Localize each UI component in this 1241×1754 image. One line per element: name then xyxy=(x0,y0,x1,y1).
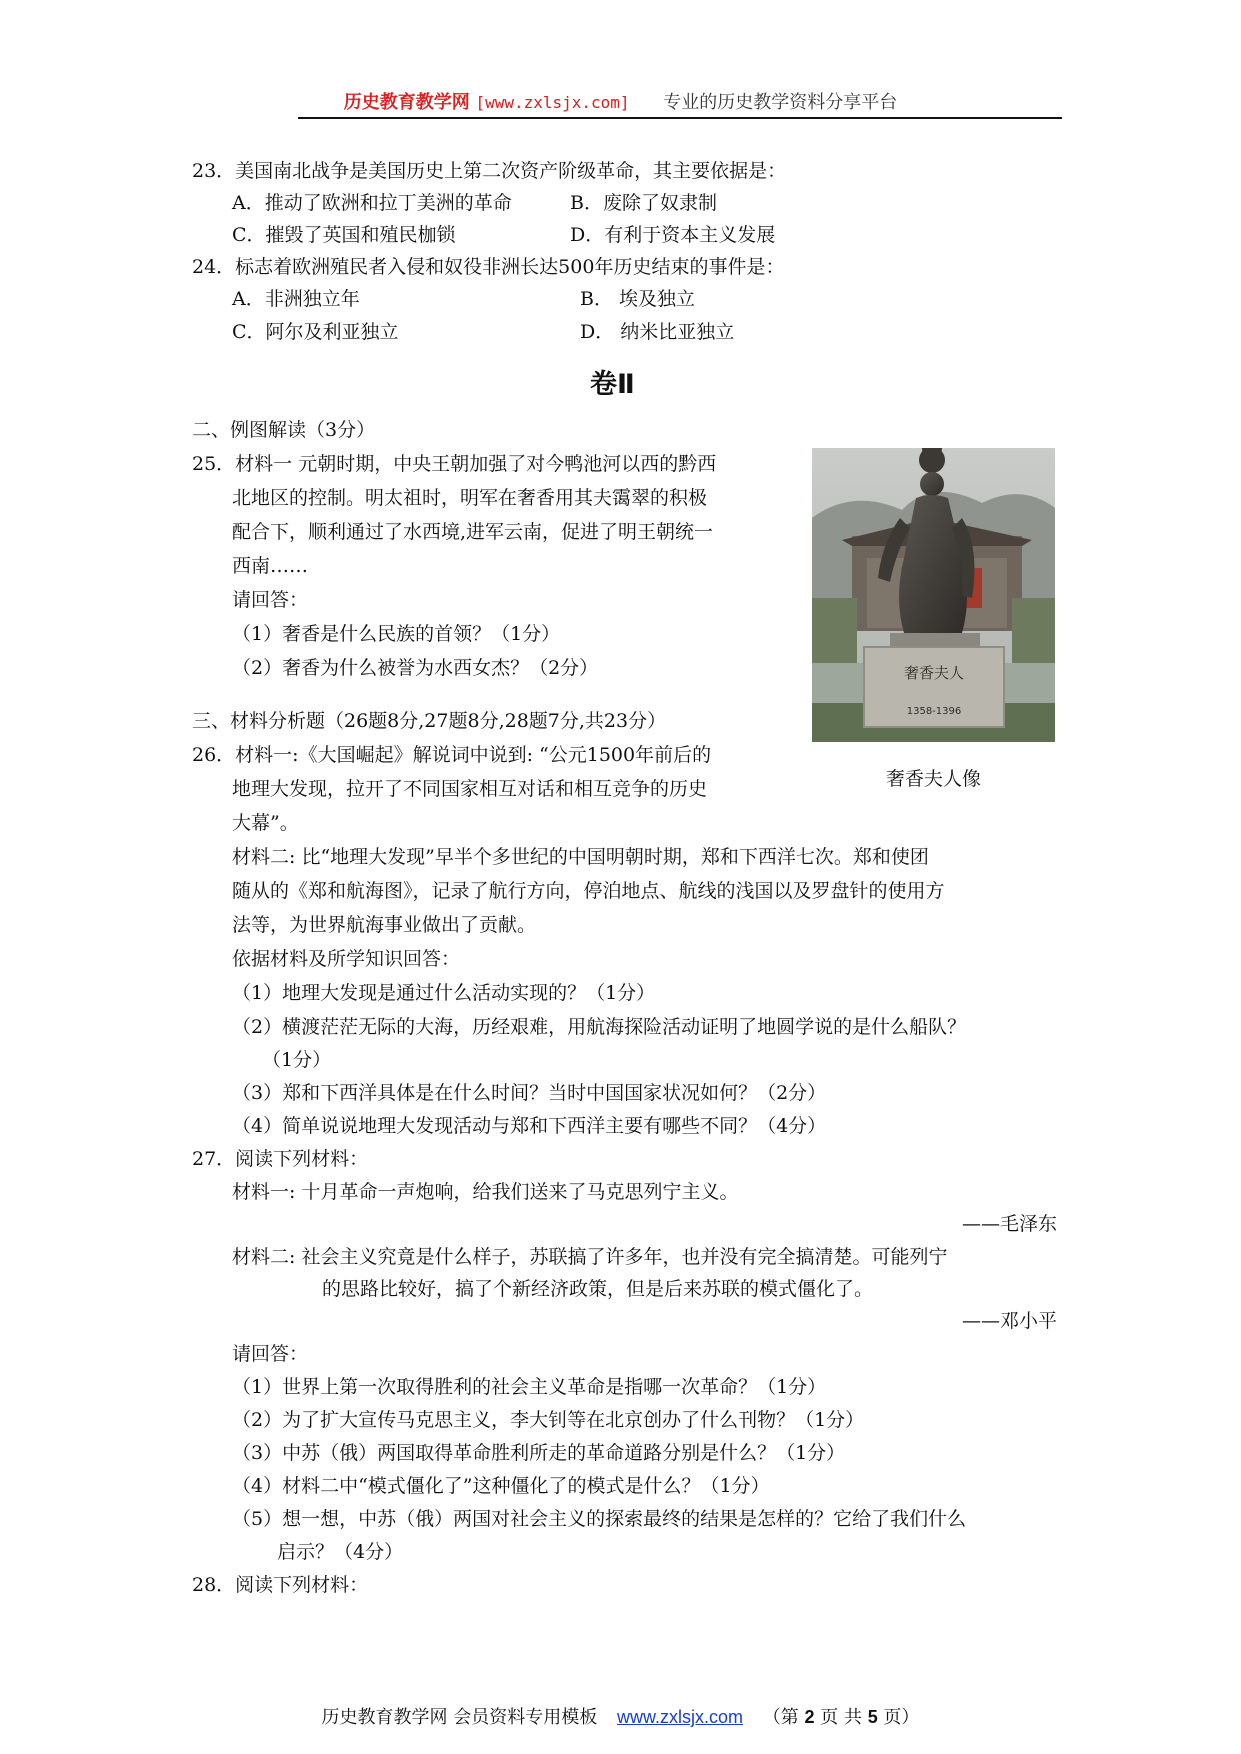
q27-material1: 材料一: 十月革命一声炮响，给我们送来了马克思列宁主义。 xyxy=(232,1181,739,1203)
photo-caption: 奢香夫人像 xyxy=(885,768,981,790)
q23-option-b: B．废除了奴隶制 xyxy=(570,192,717,214)
q25-prompt: 请回答： xyxy=(232,589,309,611)
q27-subquestion-1: （1）世界上第一次取得胜利的社会主义革命是指哪一次革命？（1分） xyxy=(232,1376,827,1398)
page-footer xyxy=(0,1703,1241,1729)
page-header xyxy=(0,88,1241,114)
page-suffix: 页） xyxy=(877,1707,920,1728)
shexiang-statue-photo xyxy=(812,448,1055,742)
q26-subquestion-1: （1）地理大发现是通过什么活动实现的？（1分） xyxy=(232,982,656,1004)
q27-prompt: 请回答： xyxy=(232,1343,309,1365)
q26-subquestion-3: （3）郑和下西洋具体是在什么时间？当时中国国家状况如何？（2分） xyxy=(232,1082,827,1104)
plaque-years: 1358-1396 xyxy=(906,706,962,717)
q26-line: 地理大发现，拉开了不同国家相互对话和相互竞争的历史 xyxy=(232,778,708,800)
page-indicator xyxy=(763,1707,920,1728)
q26-line: 大幕”。 xyxy=(232,812,299,834)
part2-heading: 二、例图解读（3分） xyxy=(192,419,376,441)
statue-photo-image xyxy=(812,448,1055,742)
q25-subquestion-2: （2）奢香为什么被誉为水西女杰？（2分） xyxy=(232,657,599,679)
q24-option-c: C．阿尔及利亚独立 xyxy=(232,321,399,343)
total-page-number: 5 xyxy=(867,1707,878,1727)
q27-material1-source: ——毛泽东 xyxy=(961,1213,1057,1235)
q26-prompt: 依据材料及所学知识回答： xyxy=(232,948,461,970)
footer-url-link[interactable]: www.zxlsjx.com xyxy=(617,1707,744,1727)
q27-material2-line: 材料二: 社会主义究竟是什么样子，苏联搞了许多年，也并没有完全搞清楚。可能列宁 xyxy=(232,1246,948,1268)
q27-subquestion-3: （3）中苏（俄）两国取得革命胜利所走的革命道路分别是什么？（1分） xyxy=(232,1442,846,1464)
q26-material2-line: 材料二: 比“地理大发现”早半个多世纪的中国明朝时期，郑和下西洋七次。郑和使团 xyxy=(232,846,929,868)
q26-subquestion-4: （4）简单说说地理大发现活动与郑和下西洋主要有哪些不同？（4分） xyxy=(232,1115,827,1137)
q23-option-a: A．推动了欧洲和拉丁美洲的革命 xyxy=(232,192,512,214)
q23-stem: 23．美国南北战争是美国历史上第二次资产阶级革命，其主要依据是： xyxy=(192,160,787,182)
q28-stem: 28．阅读下列材料： xyxy=(192,1574,369,1596)
q27-material2-line: 的思路比较好，搞了个新经济政策，但是后来苏联的模式僵化了。 xyxy=(322,1278,874,1300)
q27-subquestion-5-cont: 启示？（4分） xyxy=(277,1541,404,1563)
q25-line: 西南…… xyxy=(232,555,309,577)
q27-subquestion-4: （4）材料二中“模式僵化了”这种僵化了的模式是什么？（1分） xyxy=(232,1475,770,1497)
q25-line: 配合下，顺利通过了水西境,进军云南，促进了明王朝统一 xyxy=(232,521,714,543)
q24-stem: 24．标志着欧洲殖民者入侵和奴役非洲长达500年历史结束的事件是： xyxy=(192,256,785,278)
q25-subquestion-1: （1）奢香是什么民族的首领？（1分） xyxy=(232,623,561,645)
header-divider xyxy=(298,117,1062,119)
q24-option-a: A．非洲独立年 xyxy=(232,288,360,310)
q26-material2-line: 法等，为世界航海事业做出了贡献。 xyxy=(232,914,537,936)
page-prefix: （第 xyxy=(762,1707,805,1728)
current-page-number: 2 xyxy=(804,1707,815,1727)
q25-line: 北地区的控制。明太祖时，明军在奢香用其夫霭翠的积极 xyxy=(232,487,708,509)
plaque-title: 奢香夫人 xyxy=(903,664,965,682)
part3-heading: 三、材料分析题（26题8分,27题8分,28题7分,共23分） xyxy=(192,710,667,732)
q24-option-d: D． 纳米比亚独立 xyxy=(580,321,735,343)
header-site-url[interactable]: [www.zxlsjx.com] xyxy=(475,93,630,112)
volume-title: 卷Ⅱ xyxy=(590,369,635,400)
footer-site: 历史教育教学网 会员资料专用模板 xyxy=(321,1707,598,1728)
q26-line: 26．材料一:《大国崛起》解说词中说到: “公元1500年前后的 xyxy=(192,744,712,766)
q26-material2-line: 随从的《郑和航海图》，记录了航行方向，停泊地点、航线的浅国以及罗盘针的使用方 xyxy=(232,880,945,902)
q24-option-b: B． 埃及独立 xyxy=(580,288,696,310)
q23-option-c: C．摧毁了英国和殖民枷锁 xyxy=(232,224,456,246)
page-mid: 页 共 xyxy=(814,1707,868,1728)
header-slogan: 专业的历史教学资料分享平台 xyxy=(663,92,898,113)
q25-line: 25．材料一 元朝时期，中央王朝加强了对今鸭池河以西的黔西 xyxy=(192,453,717,475)
q27-subquestion-2: （2）为了扩大宣传马克思主义，李大钊等在北京创办了什么刊物？（1分） xyxy=(232,1409,865,1431)
q27-stem: 27．阅读下列材料： xyxy=(192,1148,369,1170)
q23-option-d: D．有利于资本主义发展 xyxy=(570,224,776,246)
q26-subquestion-2-cont: （1分） xyxy=(262,1049,332,1071)
q27-subquestion-5: （5）想一想，中苏（俄）两国对社会主义的探索最终的结果是怎样的？它给了我们什么 xyxy=(232,1508,967,1530)
q27-material2-source: ——邓小平 xyxy=(961,1310,1057,1332)
header-site-name: 历史教育教学网 xyxy=(343,92,470,113)
q26-subquestion-2: （2）横渡茫茫无际的大海，历经艰难，用航海探险活动证明了地圆学说的是什么船队？ xyxy=(232,1016,967,1038)
